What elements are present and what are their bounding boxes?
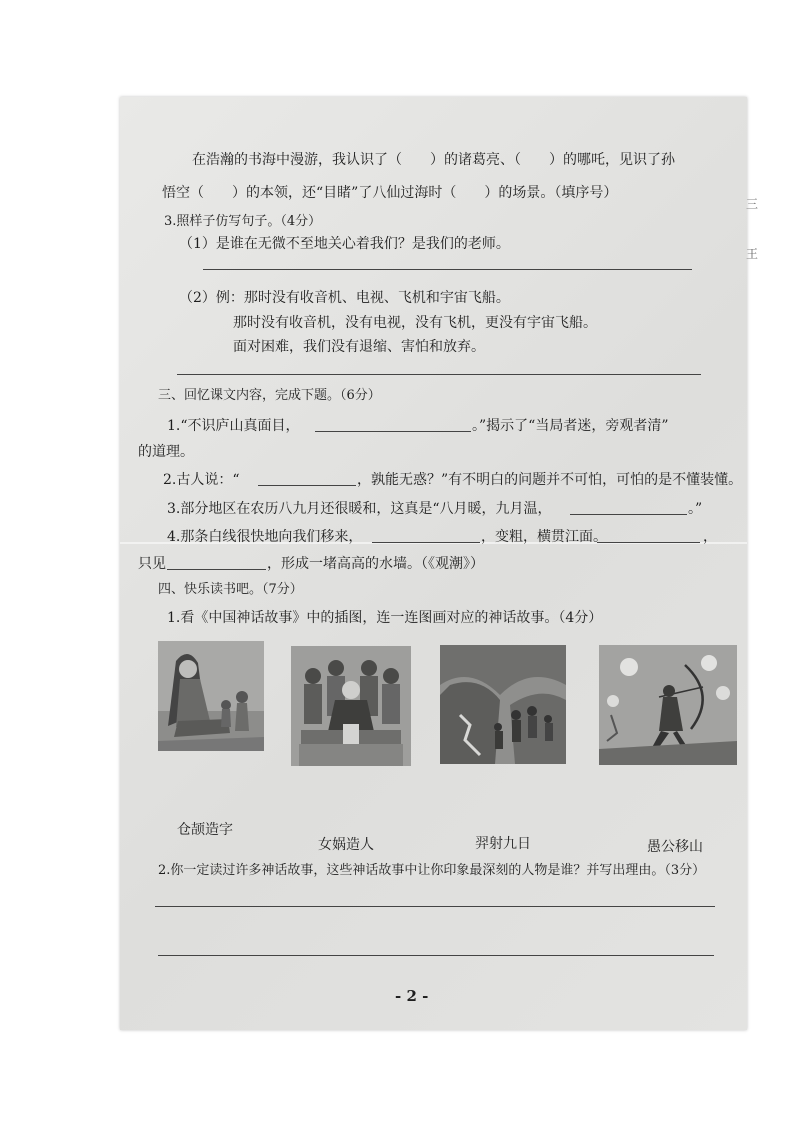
q3-item2-label: （2）例：那时没有收音机、电视、飞机和宇宙飞船。 [179,290,510,306]
s3-q4-part-d: 只见 [138,556,166,572]
story-houyi-label[interactable]: 羿射九日 [475,836,531,852]
s3-q4-part-e: ，形成一堵高高的水墙。（《观潮》） [267,556,484,572]
blank-s3-q1[interactable] [315,431,471,432]
blank-s3-q4-1[interactable] [372,542,480,543]
s3-q3-part-a: 3.部分地区在农历八九月还很暖和，这真是“八月暖，九月温， [167,501,552,517]
blank-s3-q3[interactable] [570,514,687,515]
s3-q4-part-b: ，变粗，横贯江面。 [481,529,607,545]
s3-q1-part-c: 的道理。 [138,444,194,460]
cangjie-sketch-icon [291,646,411,766]
illustration-nuwa[interactable] [158,641,264,751]
section3-title: 三、回忆课文内容，完成下题。（6分） [158,388,381,403]
s3-q2-part-b: ，孰能无惑？”有不明白的问题并不可怕，可怕的是不懂装懂。 [357,472,743,488]
exam-page [120,97,747,1030]
answer-line-s4-q2-1[interactable] [155,906,715,907]
houyi-sketch-icon [599,645,737,765]
blank-s3-q4-3[interactable] [167,569,266,570]
story-nuwa-label[interactable]: 女娲造人 [318,837,374,853]
answer-line-q3-1[interactable] [203,269,692,270]
illustration-yugong[interactable] [440,645,566,764]
blank-s3-q4-2[interactable] [597,542,700,543]
q3-item2-example: 那时没有收音机，没有电视，没有飞机，更没有宇宙飞船。 [233,315,597,331]
s4-q2: 2.你一定读过许多神话故事，这些神话故事中让你印象最深刻的人物是谁？并写出理由。（3分） [158,863,706,878]
edge-glyph-1: 三 [746,197,759,211]
answer-line-s4-q2-2[interactable] [158,955,714,956]
story-yugong-label[interactable]: 愚公移山 [647,839,703,855]
page-number: - 2 - [395,987,429,1005]
story-cangjie-label[interactable]: 仓颉造字 [177,822,233,838]
s3-q4-part-a: 4.那条白线很快地向我们移来， [167,529,363,545]
q2-line2: 悟空（ ）的本领，还“目睹”了八仙过海时（ ）的场景。（填序号） [162,185,618,201]
s3-q2-part-a: 2.古人说：“ [163,472,240,488]
yugong-sketch-icon [440,645,566,764]
q2-line1: 在浩瀚的书海中漫游，我认识了（ ）的诸葛亮、（ ）的哪吒，见识了孙 [192,152,675,168]
q3-item2-prompt: 面对困难，我们没有退缩、害怕和放弃。 [233,339,485,355]
s3-q4-part-c: ， [703,529,717,545]
s3-q1-part-a: 1.“不识庐山真面目， [167,418,300,434]
q3-title: 3.照样子仿写句子。（4分） [164,214,322,229]
s4-q1: 1.看《中国神话故事》中的插图，连一连图画对应的神话故事。（4分） [167,610,603,626]
s3-q1-part-b: 。”揭示了“当局者迷，旁观者清” [472,418,669,434]
illustration-houyi[interactable] [599,645,737,765]
nuwa-sketch-icon [158,641,264,751]
edge-glyph-2: 王 [746,247,759,261]
blank-s3-q2[interactable] [258,485,356,486]
answer-line-q3-2[interactable] [177,374,701,375]
q3-item1: （1）是谁在无微不至地关心着我们？是我们的老师。 [179,236,510,252]
section4-title: 四、快乐读书吧。（7分） [158,582,303,597]
s3-q3-part-b: 。” [688,501,703,517]
illustration-cangjie[interactable] [291,646,411,766]
